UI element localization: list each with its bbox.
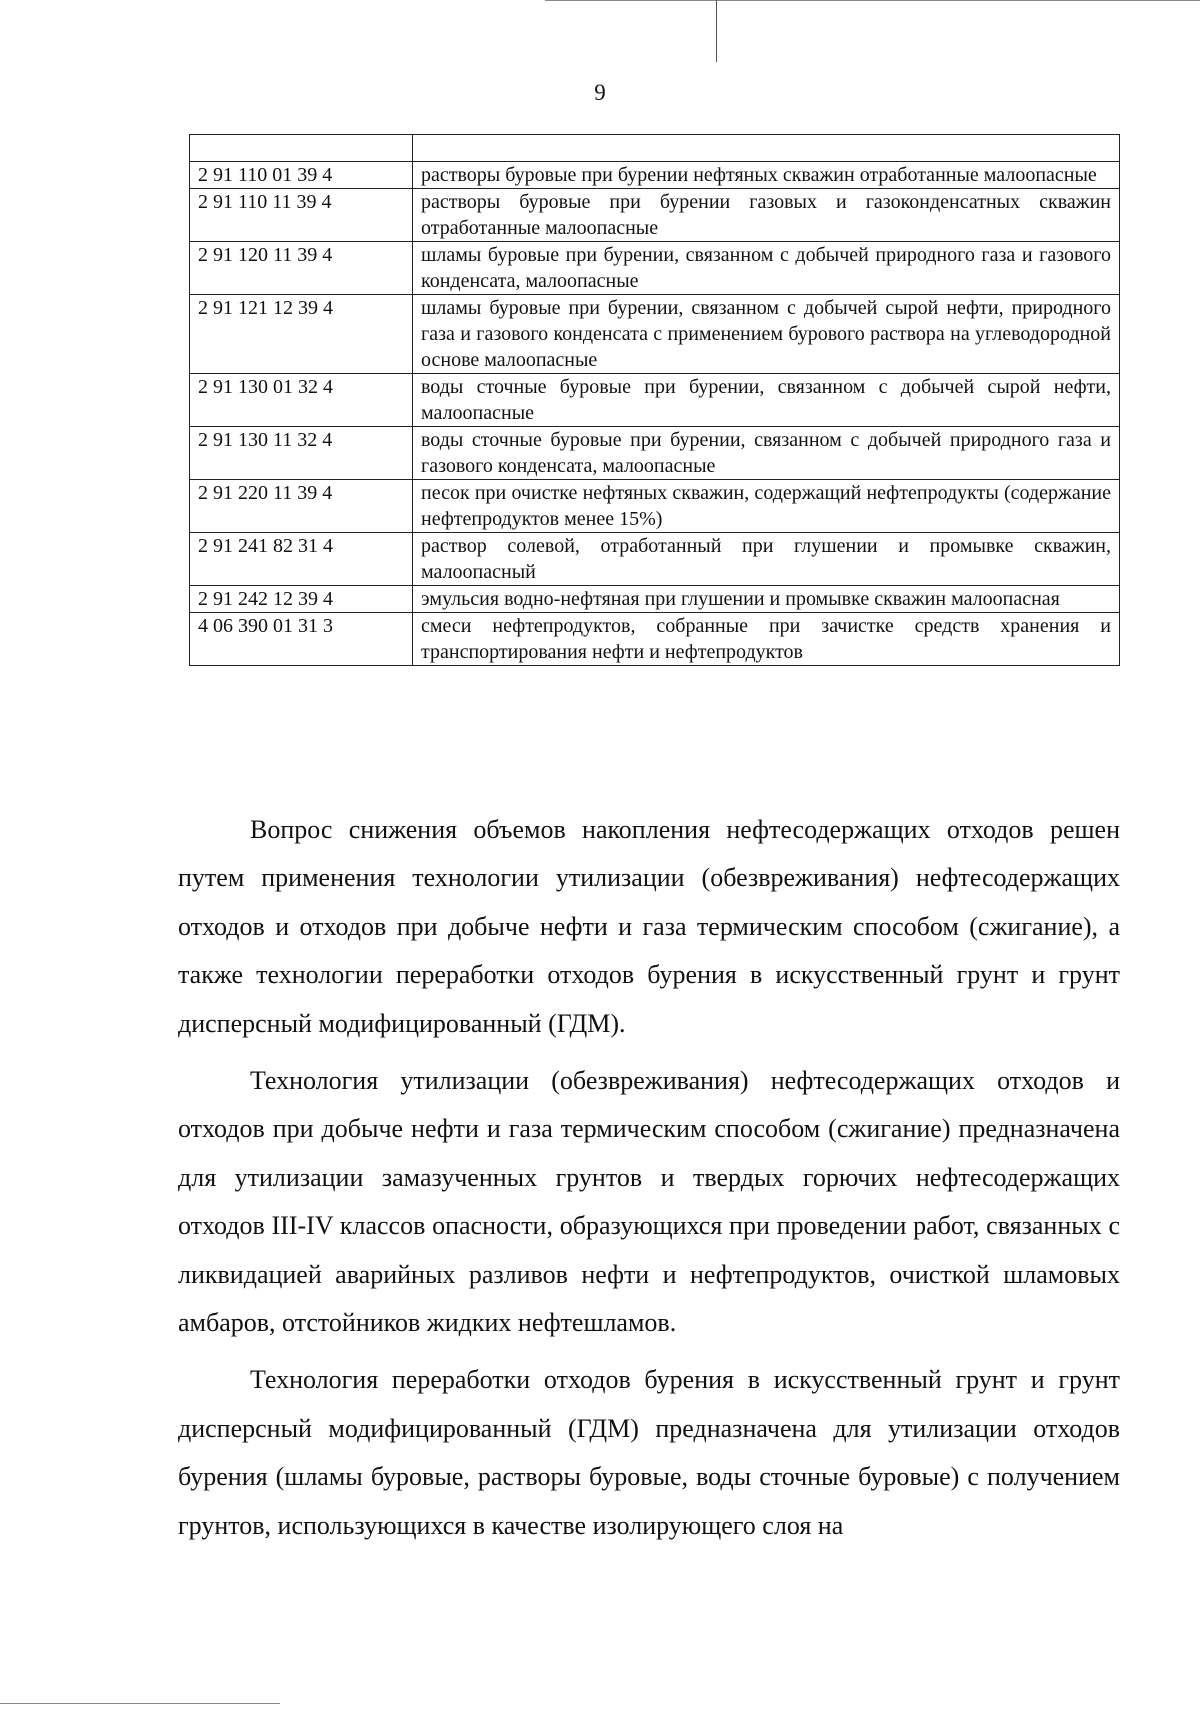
table-row (190, 189, 1120, 242)
waste-description-cell: эмульсия водно-нефтяная при глушении и промывке скважин малоопасная (413, 586, 1120, 613)
waste-code-cell: 2 91 220 11 39 4 (190, 480, 413, 533)
waste-codes-table (189, 134, 1120, 666)
waste-description-cell: растворы буровые при бурении нефтяных скважин отработанные малоопасные (413, 162, 1120, 189)
table-row (190, 480, 1120, 533)
body-text (178, 806, 1120, 1559)
page-number: 9 (594, 80, 606, 105)
scan-edge-bottom (0, 1703, 280, 1704)
waste-description-cell: воды сточные буровые при бурении, связанном с добычей сырой нефти, малоопасные (413, 374, 1120, 427)
table-row (190, 295, 1120, 374)
paragraph: Технология переработки отходов бурения в искусственный грунт и грунт дисперсный модифицированный (ГДМ) предназначена для утилизации отходов бурения (шламы буровые, растворы буровые, воды сточные буровые) с получением грунтов, использующихся в качестве изолирующего слоя на (178, 1365, 1120, 1540)
table-row (190, 374, 1120, 427)
waste-description-cell: смеси нефтепродуктов, собранные при зачистке средств хранения и транспортирования нефти и нефтепродуктов (413, 613, 1120, 666)
paragraph: Вопрос снижения объемов накопления нефтесодержащих отходов решен путем применения технологии утилизации (обезвреживания) нефтесодержащих отходов и отходов при добыче нефти и газа термическим способом (сжигание), а также технологии переработки отходов бурения в искусственный грунт и грунт дисперсный модифицированный (ГДМ). (178, 815, 1120, 1038)
waste-description-cell: песок при очистке нефтяных скважин, содержащий нефтепродукты (содержание нефтепродуктов менее 15%) (413, 480, 1120, 533)
table-header-row (190, 135, 1120, 162)
waste-description-cell: воды сточные буровые при бурении, связанном с добычей природного газа и газового конденсата, малоопасные (413, 427, 1120, 480)
waste-code-cell: 2 91 241 82 31 4 (190, 533, 413, 586)
waste-code-cell: 2 91 120 11 39 4 (190, 242, 413, 295)
waste-code-cell: 2 91 130 11 32 4 (190, 427, 413, 480)
paragraph: Технология утилизации (обезвреживания) нефтесодержащих отходов и отходов при добыче нефти и газа термическим способом (сжигание) предназначена для утилизации замазученных грунтов и твердых горючих нефтесодержащих отходов III-IV классов опасности, образующихся при проведении работ, связанных с ликвидацией аварийных разливов нефти и нефтепродуктов, очисткой шламовых амбаров, отстойников жидких нефтешламов. (178, 1066, 1120, 1338)
waste-code-cell: 2 91 130 01 32 4 (190, 374, 413, 427)
waste-code-cell: 2 91 121 12 39 4 (190, 295, 413, 374)
waste-description-cell: растворы буровые при бурении газовых и газоконденсатных скважин отработанные малоопасные (413, 189, 1120, 242)
table-row (190, 427, 1120, 480)
waste-code-cell: 2 91 242 12 39 4 (190, 586, 413, 613)
waste-code-cell: 4 06 390 01 31 3 (190, 613, 413, 666)
waste-description-cell: шламы буровые при бурении, связанном с добычей сырой нефти, природного газа и газового конденсата с применением бурового раствора на углеводородной основе малоопасные (413, 295, 1120, 374)
scan-edge-mark (716, 0, 717, 62)
scan-edge-top (545, 0, 1200, 1)
table-row (190, 613, 1120, 666)
table-row (190, 242, 1120, 295)
table-row (190, 533, 1120, 586)
waste-description-cell: шламы буровые при бурении, связанном с добычей природного газа и газового конденсата, малоопасные (413, 242, 1120, 295)
table-row (190, 162, 1120, 189)
waste-description-cell: раствор солевой, отработанный при глушении и промывке скважин, малоопасный (413, 533, 1120, 586)
table-row (190, 586, 1120, 613)
waste-code-cell: 2 91 110 01 39 4 (190, 162, 413, 189)
waste-code-cell: 2 91 110 11 39 4 (190, 189, 413, 242)
header-cell-code (190, 135, 413, 162)
header-cell-description (413, 135, 1120, 162)
